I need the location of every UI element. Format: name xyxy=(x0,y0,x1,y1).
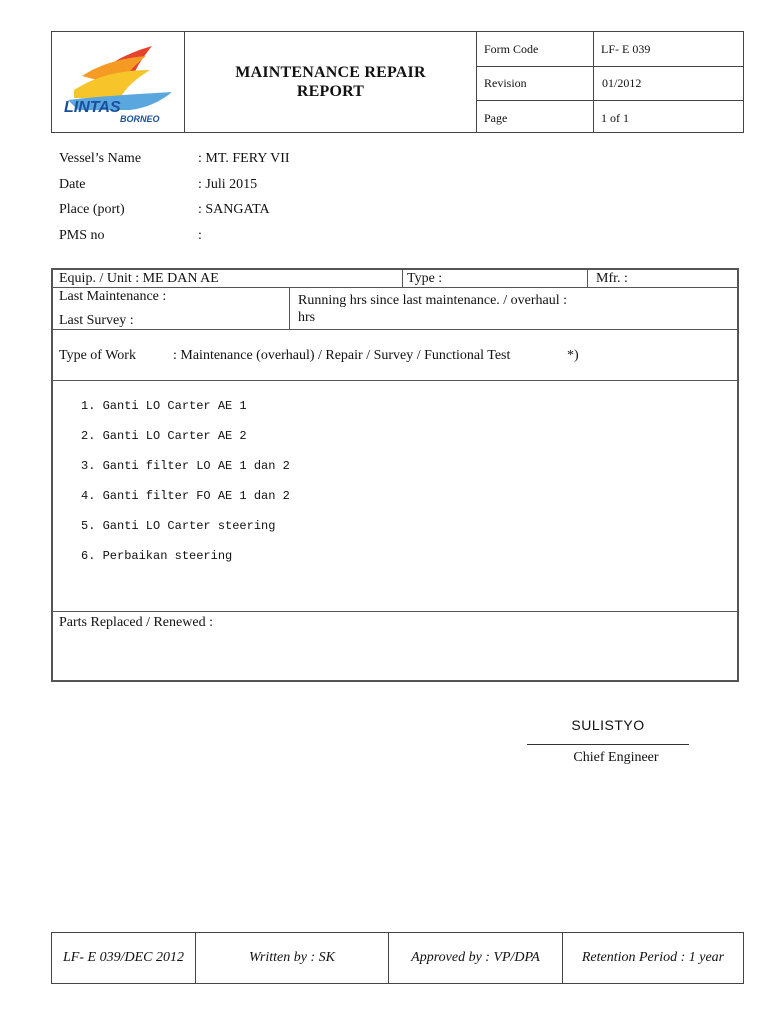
type-of-work-label: Type of Work xyxy=(59,348,136,363)
vessel-name-label: Vessel’s Name xyxy=(59,151,142,166)
header-divider xyxy=(593,32,594,132)
form-header xyxy=(51,31,744,133)
running-hrs-field: Running hrs since last maintenance. / overhaul : xyxy=(298,293,568,308)
work-item: 1. Ganti LO Carter AE 1 xyxy=(81,399,247,413)
table-col-divider xyxy=(402,270,403,287)
signatory-title: Chief Engineer xyxy=(573,750,659,765)
work-item: 2. Ganti LO Carter AE 2 xyxy=(81,429,247,443)
header-divider xyxy=(476,100,743,101)
type-of-work-value: : Maintenance (overhaul) / Repair / Survey / Functional Test xyxy=(173,348,511,363)
date-value: : Juli 2015 xyxy=(198,177,258,192)
mfr-field: Mfr. : xyxy=(596,271,628,286)
logo-subwordmark: BORNEO xyxy=(120,114,160,124)
table-row-divider xyxy=(53,380,737,381)
header-divider xyxy=(476,66,743,67)
vessel-name-value: : MT. FERY VII xyxy=(198,151,290,166)
parts-replaced-field: Parts Replaced / Renewed : xyxy=(59,615,213,630)
logo-wordmark: LINTAS xyxy=(64,99,121,116)
type-of-work-note: *) xyxy=(567,348,579,363)
footer-doc-ref: LF- E 039/DEC 2012 xyxy=(63,950,184,965)
revision-label: Revision xyxy=(484,76,527,90)
table-row-divider xyxy=(53,611,737,612)
footer-written-by: Written by : SK xyxy=(195,933,388,983)
company-logo xyxy=(60,40,178,126)
page-label: Page xyxy=(484,111,508,125)
report-title-line1: MAINTENANCE REPAIR xyxy=(235,64,426,81)
table-row-divider xyxy=(53,329,737,330)
header-divider xyxy=(476,32,477,132)
work-item: 5. Ganti LO Carter steering xyxy=(81,519,276,533)
report-title-line2: REPORT xyxy=(296,83,365,100)
work-item: 4. Ganti filter FO AE 1 dan 2 xyxy=(81,489,290,503)
place-value: : SANGATA xyxy=(198,202,270,217)
form-code-label: Form Code xyxy=(484,42,539,56)
report-table xyxy=(51,268,739,682)
table-row-divider xyxy=(53,287,737,288)
work-item: 6. Perbaikan steering xyxy=(81,549,233,563)
last-survey-field: Last Survey : xyxy=(59,313,134,328)
pms-value: : xyxy=(198,228,202,243)
date-label: Date xyxy=(59,177,86,192)
equip-unit-field: Equip. / Unit : ME DAN AE xyxy=(59,271,219,286)
report-title xyxy=(185,32,476,132)
page-value: 1 of 1 xyxy=(601,111,629,125)
signature-line xyxy=(527,744,689,745)
revision-value: 01/2012 xyxy=(602,76,642,90)
form-footer xyxy=(51,932,744,984)
place-label: Place (port) xyxy=(59,202,125,217)
type-field: Type : xyxy=(407,271,443,286)
last-maintenance-field: Last Maintenance : xyxy=(59,289,167,304)
pms-label: PMS no xyxy=(59,228,105,243)
signatory-name: SULISTYO xyxy=(571,717,645,733)
form-code-value: LF- E 039 xyxy=(601,42,651,56)
running-hrs-unit: hrs xyxy=(298,310,316,325)
work-item: 3. Ganti filter LO AE 1 dan 2 xyxy=(81,459,290,473)
table-col-divider xyxy=(587,270,588,287)
footer-retention: Retention Period : 1 year xyxy=(562,933,743,983)
table-col-divider xyxy=(289,287,290,329)
footer-approved-by: Approved by : VP/DPA xyxy=(388,933,562,983)
